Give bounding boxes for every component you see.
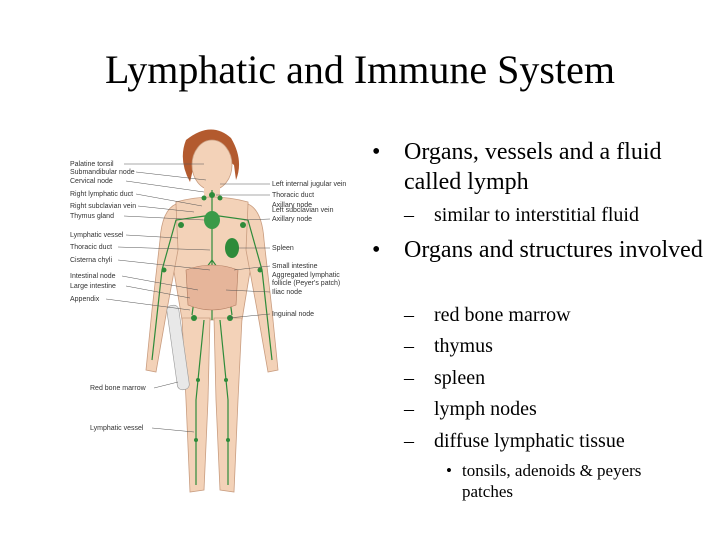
sub-bullet-dash: – xyxy=(404,367,414,389)
sub-bullet-text: lymph nodes xyxy=(434,398,537,420)
head-shape xyxy=(192,140,232,190)
bullet-text: Organs, vessels and a fluid called lymph xyxy=(404,139,662,195)
figure-label: Intestinal node xyxy=(70,273,116,280)
figure-label: Axillary node xyxy=(272,202,313,209)
sub-bullet-text: diffuse lymphatic tissue xyxy=(434,430,625,452)
figure-label: Red bone marrow xyxy=(90,385,146,392)
bullet-dot: • xyxy=(372,139,381,165)
figure-label: Iliac node xyxy=(272,289,302,296)
slide-title: Lymphatic and Immune System xyxy=(105,47,615,92)
intestine-shape xyxy=(186,265,238,310)
sub-bullet-dash: – xyxy=(404,430,414,452)
sub-bullet-text: thymus xyxy=(434,335,493,357)
body-diagram xyxy=(66,120,366,510)
figure-label: Lymphatic vessel xyxy=(90,425,144,432)
figure-label: Appendix xyxy=(70,296,100,303)
bullet-dot: • xyxy=(372,237,381,263)
figure-label: Submandibular node xyxy=(70,169,135,176)
lymphatic-system-illustration xyxy=(66,120,366,510)
sub-bullet-text: similar to interstitial fluid xyxy=(434,204,639,226)
sub-bullet-dash: – xyxy=(404,335,414,357)
sub-bullet-dash: – xyxy=(404,304,414,326)
figure-label: Small intestine xyxy=(272,263,318,270)
figure-label: Inguinal node xyxy=(272,311,315,318)
bullet-text: Organs and structures involved xyxy=(404,237,703,263)
sub-bullet-text: spleen xyxy=(434,367,486,389)
figure-label: Left internal jugular vein xyxy=(272,181,347,188)
sub-sub-bullet-text: tonsils, adenoids & peyers patches xyxy=(462,461,642,501)
thymus-shape xyxy=(204,211,220,229)
figure-label: Cervical node xyxy=(70,178,113,185)
sub-bullet-text: red bone marrow xyxy=(434,304,571,326)
figure-label: Cisterna chyli xyxy=(70,257,113,264)
figure-label: Spleen xyxy=(272,245,294,252)
figure-label: Palatine tonsil xyxy=(70,161,114,168)
figure-label: Large intestine xyxy=(70,283,116,290)
sub-bullet-dash: – xyxy=(404,398,414,420)
bullet-dot: • xyxy=(446,461,452,480)
figure-label: Thoracic duct xyxy=(272,192,315,199)
figure-label: Aggregated lymphatic xyxy=(272,272,340,279)
figure-label: Right lymphatic duct xyxy=(70,191,134,198)
spleen-shape xyxy=(225,238,239,258)
figure-label: follicle (Peyer's patch) xyxy=(272,280,341,287)
figure-label: Thoracic duct xyxy=(70,244,113,251)
figure-label: Lymphatic vessel xyxy=(70,232,124,239)
figure-label: Thymus gland xyxy=(70,213,114,220)
figure-label: Right subclavian vein xyxy=(70,203,137,210)
figure-label: Axillary node xyxy=(272,216,313,223)
sub-bullet-dash: – xyxy=(404,204,414,226)
figure-label: Left subclavian vein xyxy=(272,207,334,214)
